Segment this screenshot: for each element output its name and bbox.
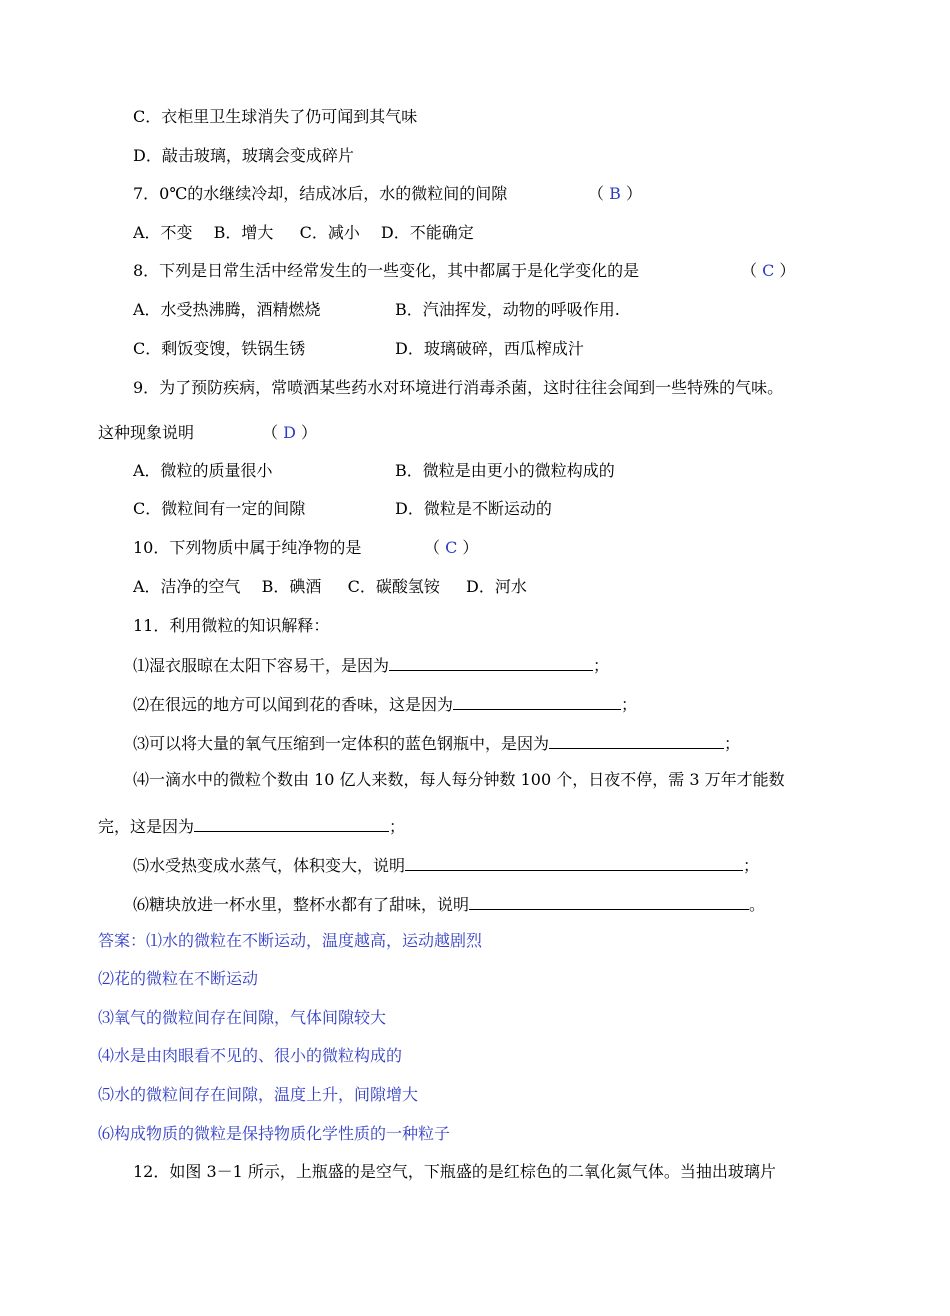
q8-stem: 8．下列是日常生活中经常发生的一些变化，其中都属于是化学变化的是 [133,261,640,280]
answer-6: ⑹构成物质的微粒是保持物质化学性质的一种粒子 [98,1124,451,1143]
q10-answer: C [445,538,458,557]
q8-option-b: B．汽油挥发，动物的呼吸作用. [395,300,620,319]
q7-answer-bracket: （ B ） [588,184,642,203]
q9-answer-bracket: （ D ） [262,423,318,442]
q11-item-4: ⑷一滴水中的微粒个数由 10 亿人来数，每人每分钟数 100 个，日夜不停，需 3 万年才能数 [133,770,785,789]
q11-stem: 11．利用微粒的知识解释： [133,616,330,635]
q8-option-a: A．水受热沸腾，酒精燃烧 [133,300,321,319]
q11-item-1: ⑴湿衣服晾在太阳下容易干，是因为 ； [133,656,610,675]
q10-stem: 10．下列物质中属于纯净物的是 [133,538,362,557]
answer-5: ⑸水的微粒间存在间隙，温度上升，间隙增大 [98,1085,419,1104]
answer-4: ⑷水是由肉眼看不见的、很小的微粒构成的 [98,1046,403,1065]
fill-blank-5 [405,854,743,871]
q11-item-4-cont: 完，这是因为 ； [98,817,406,836]
q10-answer-bracket: （ C ） [424,538,479,557]
q9-option-a: A．微粒的质量很小 [133,461,273,480]
q12-stem: 12．如图 3－1 所示，上瓶盛的是空气，下瓶盛的是红棕色的二氧化氮气体。当抽出玻璃片 [133,1162,776,1181]
q9-option-d: D．微粒是不断运动的 [395,499,552,518]
fill-blank-4 [194,815,389,832]
answer-2: ⑵花的微粒在不断运动 [98,969,259,988]
q11-item-6: ⑹糖块放进一杯水里，整杯水都有了甜味，说明 。 [133,895,766,914]
fill-blank-2 [453,693,621,710]
q6-option-c: C．衣柜里卫生球消失了仍可闻到其气味 [133,107,418,126]
answer-3: ⑶氧气的微粒间存在间隙，气体间隙较大 [98,1008,387,1027]
q6-option-d: D．敲击玻璃，玻璃会变成碎片 [133,146,354,165]
q9-stem: 9．为了预防疾病，常喷洒某些药水对环境进行消毒杀菌，这时往往会闻到一些特殊的气味。 [133,378,784,397]
q7-options: A．不变 B．增大 C．减小 D．不能确定 [133,223,474,242]
q8-answer: C [762,261,775,280]
q9-option-c: C．微粒间有一定的间隙 [133,499,306,518]
q7-answer: B [609,184,621,203]
q8-option-d: D．玻璃破碎，西瓜榨成汁 [395,339,584,358]
q11-item-3: ⑶可以将大量的氧气压缩到一定体积的蓝色钢瓶中，是因为 ； [133,734,741,753]
q9-stem-cont: 这种现象说明 [98,423,195,442]
q9-option-b: B．微粒是由更小的微粒构成的 [395,461,615,480]
q11-item-5: ⑸水受热变成水蒸气，体积变大，说明 ； [133,856,760,875]
q11-item-2: ⑵在很远的地方可以闻到花的香味，这是因为 ； [133,695,638,714]
q10-options: A．洁净的空气 B．碘酒 C．碳酸氢铵 D．河水 [133,577,527,596]
fill-blank-6 [469,893,749,910]
answer-1: 答案：⑴水的微粒在不断运动，温度越高，运动越剧烈 [98,931,483,950]
q8-answer-bracket: （ C ） [741,261,796,280]
fill-blank-3 [549,732,724,749]
fill-blank-1 [389,654,593,671]
q9-answer: D [283,423,296,442]
q8-option-c: C．剩饭变馊，铁锅生锈 [133,339,306,358]
q7-stem: 7．0℃的水继续冷却，结成冰后，水的微粒间的间隙 [133,184,508,203]
